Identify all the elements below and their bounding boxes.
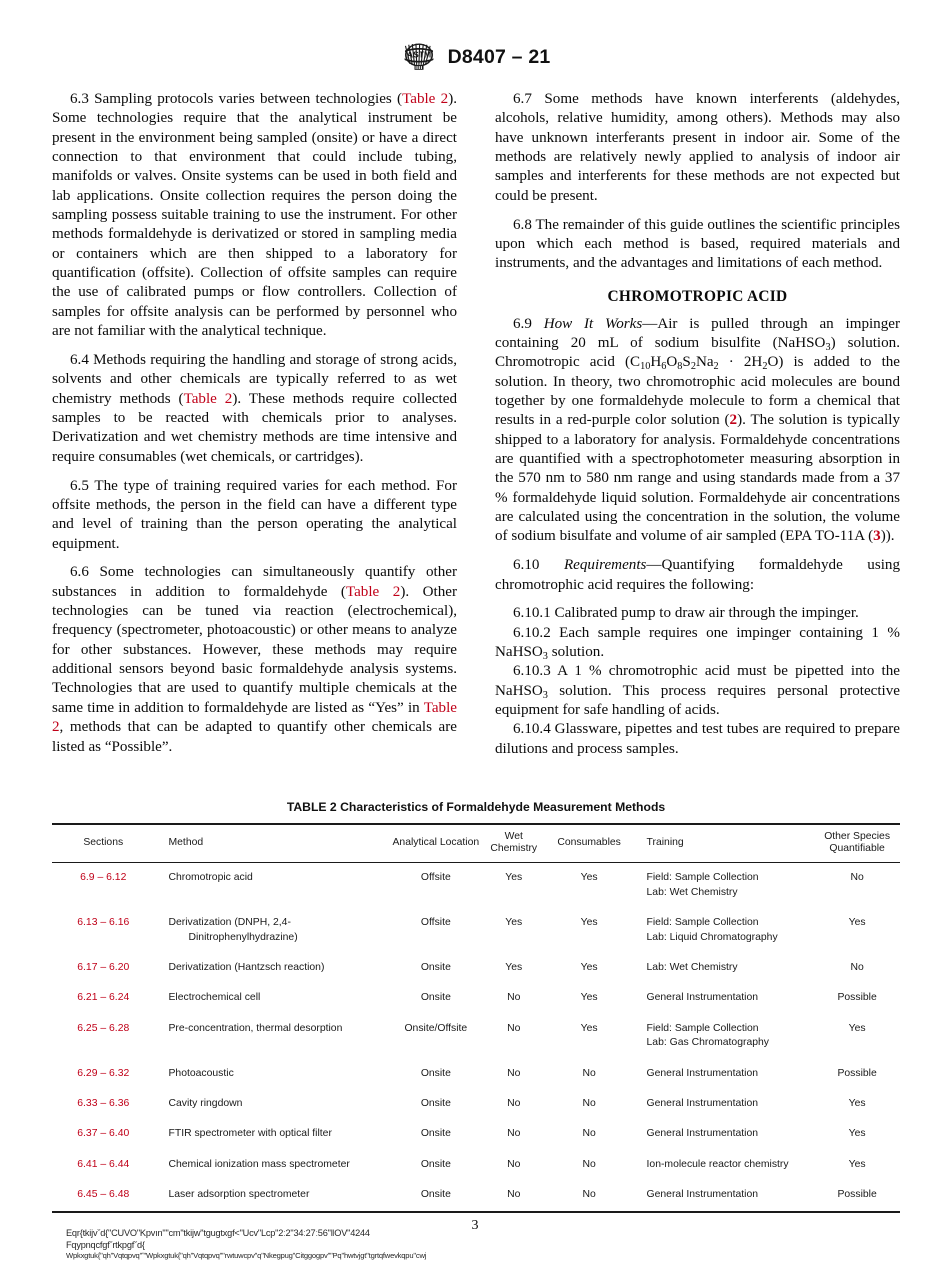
- cell-analytical-location: Offsite: [420, 917, 451, 929]
- cell-analytical-location: Offsite: [420, 872, 451, 884]
- cell-sections: 6.41 – 6.44: [77, 1158, 130, 1170]
- table-title: TABLE 2 Characteristics of Formaldehyde Measurement Methods: [286, 800, 666, 814]
- col-header-analytical-location: Analytical Location: [390, 824, 482, 863]
- paragraph-6-10-2: 6.10.2 Each sample requires one impinger containing 1 % NaHSO$_3$ solution.: [495, 624, 900, 662]
- footer-line-1: Eqr{tkijvˇd{ʺCUVOʺKpvınʺʺcmʺtkijwʺtgugtxgf˂ʺUcvʺLcpʺ2ː2ʺ34ː27ː56ʺ‖OVʺ4244: [66, 1228, 370, 1238]
- paragraph-6-7: 6.7 Some methods have known interferents (aldehydes, alcohols, relative humidity, among others). Methods may also have unknown interferants present in indoor air. Some of the methods are relatively newly applied to analysis of indoor air samples and interferents for these methods are not expected but could be present.: [495, 91, 900, 204]
- cell-method: Derivatization (Hantzsch reaction): [168, 962, 325, 974]
- footer-license-text: [66, 1228, 896, 1261]
- cell-method: Photoacoustic: [168, 1067, 234, 1079]
- training-line: General Instrumentation: [646, 1128, 759, 1140]
- cell-wet-chemistry: No: [507, 1098, 521, 1110]
- paragraph-6-6: 6.6 Some technologies can simultaneously quantify other substances in addition to formaldehyde (Table 2). Other technologies can be tuned via reaction (electrochemical), frequency (spectrometer, photoacoustic) or other means to analyze for other substances. However, these methods may require additional sensors beyond basic formaldehyde analysis systems. Technologies that are used to quantify multiple chemicals at the same time in addition to formaldehyde are listed as “Yes” in Table 2, methods that can be adapted to quantify other chemicals are listed as “Possible”.: [52, 564, 457, 755]
- training-line: General Instrumentation: [646, 1098, 759, 1110]
- cell-consumables: Yes: [580, 992, 598, 1004]
- training-line: General Instrumentation: [646, 992, 759, 1004]
- footer-line-3: Wpkxgtuk{ʺqhʺVqtqpvqʺʻʺWpkxgtuk{ʺqhʺVqtqpvqʺʺrwtuwcpvʺqʺNkegpugʺCitggogpvʺʺPqʺhwtvjgtʺtgrtqfwevkqpuʺcwj: [66, 1251, 427, 1260]
- training-line: Field: Sample Collection: [646, 917, 759, 929]
- training-line: Lab: Wet Chemistry: [646, 886, 738, 898]
- right-column: [495, 90, 900, 766]
- cell-other-species: Possible: [814, 1180, 900, 1211]
- cell-other-species: No: [850, 872, 864, 884]
- cell-consumables: No: [582, 1128, 596, 1140]
- cell-sections: 6.25 – 6.28: [77, 1022, 130, 1034]
- table-row: [52, 1150, 900, 1180]
- table-header-row: [52, 824, 900, 863]
- cell-consumables: No: [582, 1098, 596, 1110]
- cell-analytical-location: Onsite: [420, 1067, 451, 1079]
- cell-sections: 6.45 – 6.48: [52, 1180, 155, 1211]
- cell-other-species: No: [850, 962, 864, 974]
- cell-training: [633, 953, 815, 983]
- cell-wet-chemistry: Yes: [505, 872, 523, 884]
- cell-method: Derivatization (DNPH, 2,4- Dinitrophenylhydrazine): [155, 908, 390, 953]
- training-line: Field: Sample Collection: [646, 872, 759, 884]
- cell-consumables: No: [546, 1180, 633, 1211]
- cell-consumables: Yes: [580, 872, 598, 884]
- col-header-training: Training: [633, 824, 815, 863]
- paragraph-6-9: 6.9 How It Works—Air is pulled through an impinger containing 20 mL of sodium bisulfite (NaHSO$_3$) solution. Chromotropic acid $(C_{10}H_6O_8S_2Na_2 \cdot 2H_2O)$ is added to the solution. In theory, two chromotrophic acid molecules are bound together by one formaldehyde molecule to form a chemical that results in a red-purple color solution (2). The solution is typically shipped to a laboratory for analysis. Formaldehyde concentrations are quantified with a spectrophotometer measuring absorption in the 570 nm to 580 nm range and using standards made from a 37 % formaldehyde liquid solution. Formaldehyde air concentrations are calculated using the concentration in the solution, the volume of sodium bisulfate and volume of air sampled (EPA TO-11A (3)).: [495, 315, 901, 545]
- paragraph-6-5: 6.5 The type of training required varies for each method. For offsite methods, the person in the field can have a different type and level of training than the person operating the analytical equipment.: [52, 477, 457, 552]
- footer-line-2: Fqypnqcfgfˇrtkpgfˇd{: [66, 1239, 145, 1250]
- cell-analytical-location: Onsite: [420, 1158, 451, 1170]
- table-row: [52, 863, 900, 908]
- cell-training: [633, 1180, 815, 1211]
- cell-analytical-location: Onsite: [390, 1180, 482, 1211]
- cell-consumables: Yes: [580, 1022, 598, 1034]
- section-heading-chromotropic-acid: CHROMOTROPIC ACID: [607, 287, 788, 305]
- cell-training: [633, 1089, 815, 1119]
- training-line: General Instrumentation: [646, 1067, 759, 1079]
- cell-consumables: Yes: [580, 962, 598, 974]
- cell-method: Laser adsorption spectrometer: [155, 1180, 390, 1211]
- cell-wet-chemistry: Yes: [505, 917, 523, 929]
- paragraph-6-10-1: 6.10.1 Calibrated pump to draw air through the impinger.: [513, 605, 859, 622]
- cell-other-species: Yes: [848, 1098, 866, 1110]
- cell-training: [633, 863, 815, 908]
- cell-wet-chemistry: No: [507, 1022, 521, 1034]
- training-line: General Instrumentation: [646, 1189, 759, 1201]
- body-columns: [52, 90, 900, 766]
- cell-method-continuation: Dinitrophenylhydrazine): [188, 931, 298, 943]
- cell-consumables: Yes: [580, 917, 598, 929]
- col-header-other-species: Other Species Quantifiable: [814, 824, 900, 863]
- cell-wet-chemistry: Yes: [505, 962, 523, 974]
- cell-wet-chemistry: No: [507, 992, 521, 1004]
- cell-other-species: Yes: [848, 917, 866, 929]
- paragraph-6-4: 6.4 Methods requiring the handling and storage of strong acids, solvents and other chemicals are typically referred to as wet chemistry methods (Table 2). These methods require collected samples to be reacted with chemicals prior to analyses. Derivatization and wet chemistry methods are time intensive and require consumables (wet chemicals, or cartridges).: [52, 351, 457, 465]
- paragraph-6-3: 6.3 Sampling protocols varies between technologies (Table 2). Some technologies require that the analytical instrument be present in the environment being sampled (onsite) or have a direct connection to that environment that could include tubing, manifolds or valves. Onsite systems can be used in both field and lab applications. Onsite collection requires the person doing the sampling possess suitable training to use the instrument. For other methods formaldehyde is derivatized or stored in sampling media or containers which are then shipped to a laboratory for quantification (offsite). Collection of offsite samples can require the use of calibrated pumps or flow controllers. Collection of samples for offsite analysis can be performed by personnel who are not familiar with the analytical technique.: [52, 91, 457, 340]
- cell-analytical-location: Onsite: [420, 1098, 451, 1110]
- cell-analytical-location: Onsite: [420, 1128, 451, 1140]
- left-column: [52, 90, 457, 766]
- cell-training: [633, 1014, 815, 1059]
- paragraph-6-10-3: 6.10.3 A 1 % chromotrophic acid must be pipetted into the NaHSO$_3$ solution. This process requires personal protective equipment for safe handling of acids.: [495, 663, 900, 719]
- table-2-container: [52, 800, 900, 1213]
- cell-analytical-location: Onsite/Offsite: [404, 1022, 468, 1034]
- cell-sections: 6.13 – 6.16: [77, 917, 130, 929]
- table-row: [52, 1059, 900, 1089]
- table-row: [52, 908, 900, 953]
- page-header: [0, 42, 950, 72]
- col-header-sections: Sections: [52, 824, 155, 863]
- cell-training: [633, 1150, 815, 1180]
- training-line: Ion-molecule reactor chemistry: [646, 1158, 789, 1170]
- paragraph-6-10: 6.10 Requirements—Quantifying formaldehyde using chromotrophic acid requires the following:: [495, 557, 901, 593]
- training-line: Lab: Gas Chromatography: [646, 1037, 769, 1049]
- cell-wet-chemistry: No: [507, 1158, 521, 1170]
- cell-other-species: Possible: [837, 992, 877, 1004]
- cell-training: [633, 1059, 815, 1089]
- cell-sections: 6.17 – 6.20: [77, 962, 130, 974]
- table-row: [52, 1014, 900, 1059]
- cell-wet-chemistry: No: [507, 1067, 521, 1079]
- cell-method: FTIR spectrometer with optical filter: [168, 1128, 332, 1140]
- col-header-wet-chemistry: Wet Chemistry: [482, 824, 546, 863]
- cell-method: Electrochemical cell: [168, 992, 261, 1004]
- cell-sections: 6.37 – 6.40: [77, 1128, 130, 1140]
- page-number: 3: [471, 1218, 479, 1233]
- table-body: [52, 863, 900, 1212]
- table-row: [52, 1180, 900, 1211]
- cell-wet-chemistry: No: [507, 1128, 521, 1140]
- standard-designation: D8407 – 21: [447, 45, 551, 68]
- cell-sections: 6.21 – 6.24: [77, 992, 130, 1004]
- training-line: Lab: Liquid Chromatography: [646, 931, 778, 943]
- characteristics-table: [52, 823, 900, 1213]
- col-header-method: Method: [155, 824, 390, 863]
- cell-method: Pre-concentration, thermal desorption: [168, 1022, 343, 1034]
- training-line: Field: Sample Collection: [646, 1022, 759, 1034]
- table-row: [52, 953, 900, 983]
- cell-method: Chemical ionization mass spectrometer: [168, 1158, 350, 1170]
- cell-other-species: Possible: [837, 1067, 877, 1079]
- cell-sections: 6.33 – 6.36: [77, 1098, 130, 1110]
- astm-logo-icon: [400, 42, 438, 72]
- cell-other-species: Yes: [848, 1128, 866, 1140]
- cell-consumables: No: [582, 1067, 596, 1079]
- table-row: [52, 1119, 900, 1149]
- svg-text:ASTM: ASTM: [406, 49, 431, 60]
- cell-sections: 6.29 – 6.32: [77, 1067, 130, 1079]
- cell-analytical-location: Onsite: [420, 962, 451, 974]
- cell-training: [633, 908, 815, 953]
- cell-training: [633, 1119, 815, 1149]
- cell-method: Chromotropic acid: [168, 872, 253, 884]
- cell-analytical-location: Onsite: [420, 992, 451, 1004]
- cell-other-species: Yes: [848, 1022, 866, 1034]
- cell-training: [633, 983, 815, 1013]
- table-row: [52, 983, 900, 1013]
- table-header: [52, 824, 900, 863]
- col-header-consumables: Consumables: [546, 824, 633, 863]
- cell-method: Cavity ringdown: [168, 1098, 243, 1110]
- cell-consumables: No: [582, 1158, 596, 1170]
- paragraph-6-8: 6.8 The remainder of this guide outlines the scientific principles upon which each method is based, required materials and instruments, and the advantages and limitations of each method.: [495, 216, 900, 272]
- training-line: Lab: Wet Chemistry: [646, 962, 738, 974]
- table-row: [52, 1089, 900, 1119]
- cell-wet-chemistry: No: [482, 1180, 546, 1211]
- paragraph-6-10-4: 6.10.4 Glassware, pipettes and test tubes are required to prepare dilutions and process samples.: [495, 721, 900, 757]
- cell-sections: 6.9 – 6.12: [80, 872, 127, 884]
- cell-other-species: Yes: [848, 1158, 866, 1170]
